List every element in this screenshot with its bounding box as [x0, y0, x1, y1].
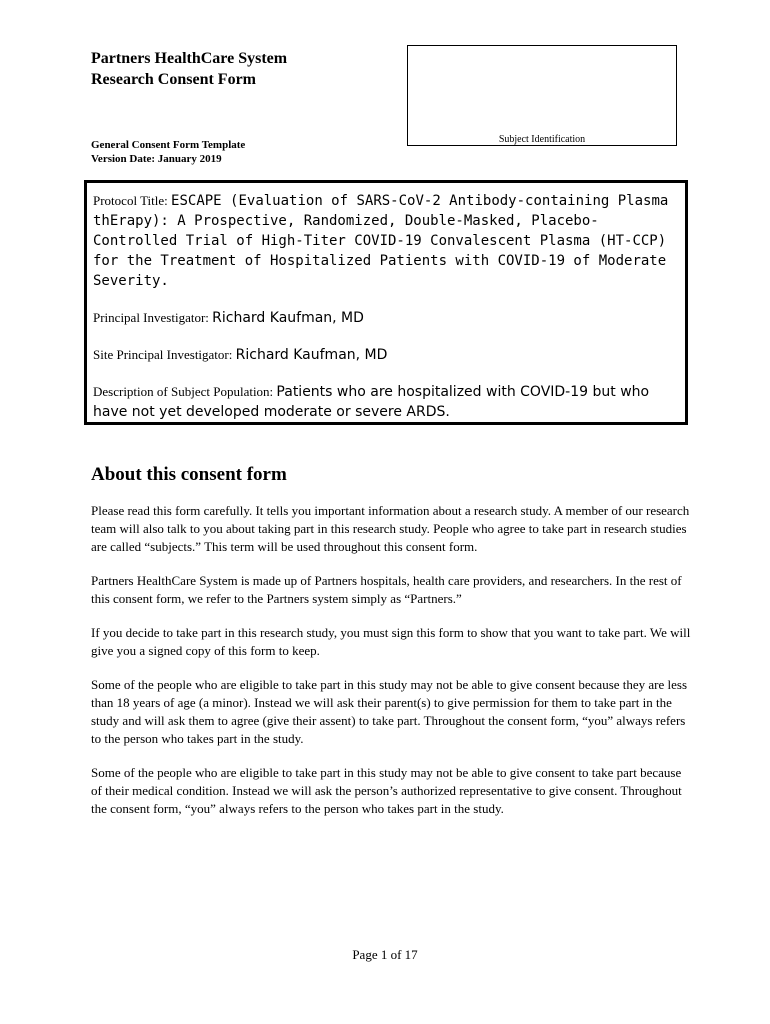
paragraph: Some of the people who are eligible to take part in this study may not be able to give consent to take part because of their medical condition. Instead we will ask the person’s authorized representative to give consent. Throughout the consent form, “you” always refers to the person who takes part in the study.	[91, 765, 682, 816]
page-number: Page 1 of 17	[352, 947, 418, 962]
principal-investigator-value: Richard Kaufman, MD	[212, 310, 364, 326]
organization-name: Partners HealthCare System	[91, 50, 288, 67]
paragraph: If you decide to take part in this research study, you must sign this form to show that you want to take part. We will give you a signed copy of this form to keep.	[91, 625, 691, 658]
form-name: Research Consent Form	[91, 71, 257, 88]
site-principal-investigator	[93, 345, 677, 365]
version-date: Version Date: January 2019	[91, 153, 222, 165]
paragraph: Partners HealthCare System is made up of Partners hospitals, health care providers, and researchers. In the rest of this consent form, we refer to the Partners system simply as “Partners.”	[91, 573, 682, 606]
protocol-title-label: Protocol Title:	[93, 193, 168, 208]
protocol-title	[93, 191, 677, 291]
template-name: General Consent Form Template	[91, 139, 246, 151]
page-title	[91, 48, 287, 90]
site-principal-investigator-value: Richard Kaufman, MD	[235, 347, 388, 363]
paragraph: Please read this form carefully. It tells you important information about a research study. A member of our research team will also talk to you about taking part in this research study. People who agree to take part in research studies are called “subjects.” This term will be used throughout this consent form.	[91, 503, 690, 554]
principal-investigator	[93, 308, 677, 328]
paragraph: Some of the people who are eligible to take part in this study may not be able to give consent because they are less than 18 years of age (a minor). Instead we will ask their parent(s) to give permission for them to take part in the study and will ask them to agree (give their assent) to take part. Throughout the consent form, “you” always refers to the person who takes part in the study.	[91, 677, 688, 746]
subject-population-label: Description of Subject Population:	[93, 384, 274, 399]
section-heading: About this consent form	[91, 464, 287, 485]
form-meta	[91, 138, 245, 166]
site-principal-investigator-label: Site Principal Investigator:	[93, 347, 233, 362]
subject-identification-label: Subject Identification	[498, 134, 586, 145]
subject-identification-box	[407, 45, 677, 146]
protocol-info-box	[84, 180, 688, 425]
subject-population	[93, 382, 677, 422]
subject-population-value: Patients who are hospitalized with COVID-19 but who have not yet developed moderate or severe ARDS.	[93, 384, 650, 420]
consent-body	[91, 502, 691, 834]
protocol-title-value: ESCAPE (Evaluation of SARS-CoV-2 Antibody-containing Plasma thErapy): A Prospective, Randomized, Double-Masked, Placebo-Controlled Trial of High-Titer COVID-19 Convalescent Plasma (HT-CCP) for the Treatment of Hospitalized Patients with COVID-19 of Moderate Severity.	[93, 193, 669, 289]
principal-investigator-label: Principal Investigator:	[93, 310, 209, 325]
